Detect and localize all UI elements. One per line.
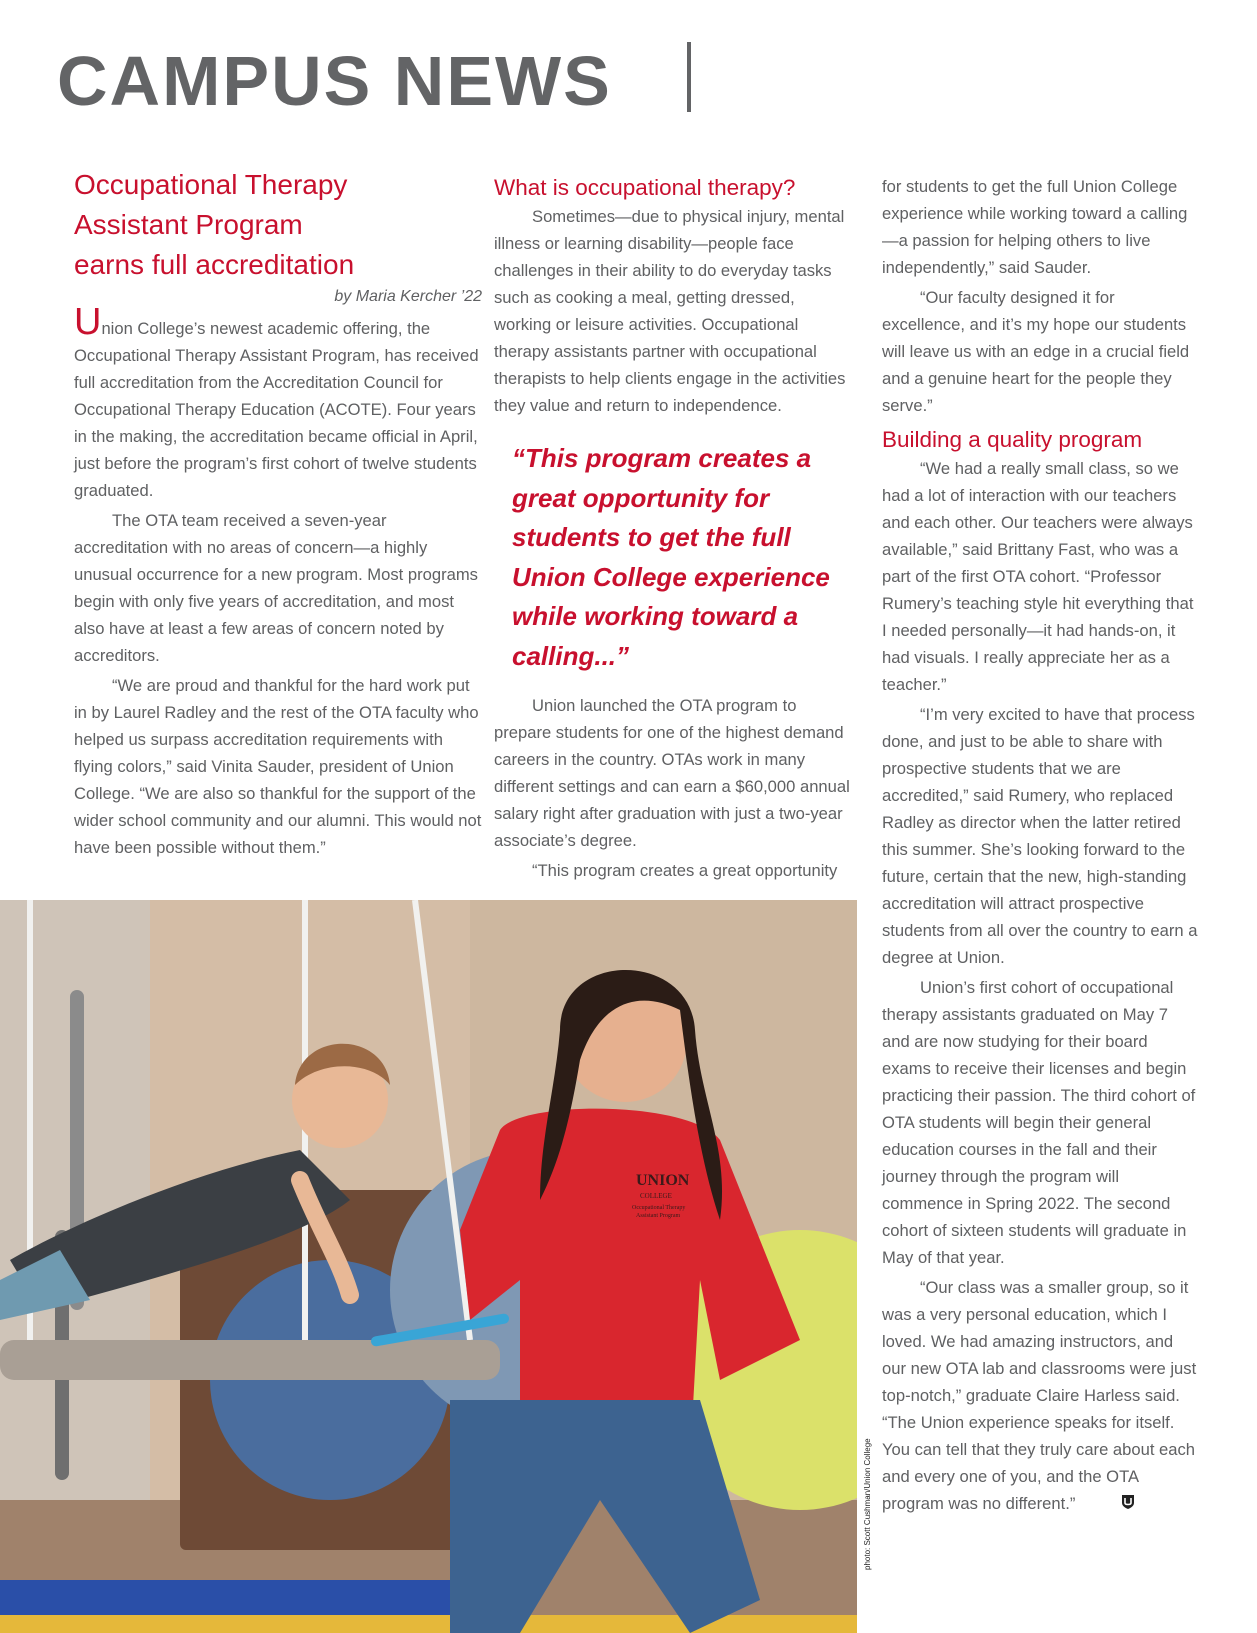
drop-cap: U [74, 301, 102, 343]
paragraph-11-text: “Our class was a smaller group, so it was a very personal education, which I loved. We had amazing instructors, and our new OTA lab and classrooms were just top-notch,” graduate Claire Harless said. “The Union experience speaks for itself. You can tell that they truly care about each and every one of you, and the OTA program was no different.” [882, 1278, 1197, 1513]
article-headline [74, 165, 482, 285]
paragraph-6-continued: for students to get the full Union College experience while working toward a calling—a passion for helping others to live independently,” said Sauder. [882, 177, 1188, 277]
headline-line-2: Assistant Program [74, 209, 303, 240]
paragraph-1-text: nion College’s newest academic offering, the Occupational Therapy Assistant Program, has received full accreditation from the Accreditation Council for Occupational Therapy Education (ACOTE). Four years in the making, the accreditation became official in April, just before the program’s first cohort of twelve students graduated. [74, 319, 479, 500]
scrub-logo-college: COLLEGE [640, 1192, 672, 1200]
scrub-logo-program-1: Occupational Therapy [632, 1205, 686, 1211]
subhead-what-is-ot: What is occupational therapy? [494, 175, 796, 200]
byline: by Maria Kercher ’22 [334, 288, 482, 305]
paragraph-5: Union launched the OTA program to prepare students for one of the highest demand careers in the country. OTAs work in many different settings and can earn a $60,000 annual salary right after graduation with just a two-year associate’s degree. [494, 696, 850, 850]
paragraph-9: “I’m very excited to have that process done, and just to be able to share with prospective students that we are accredited,” said Rumery, who replaced Radley as director when the latter retired this summer. She’s looking forward to the future, certain that the new, high-standing accreditation will attract prospective students from all over the country to earn a degree at Union. [882, 705, 1198, 967]
pull-quote: “This program creates a great opportunity for students to get the full Union College experience while working toward a calling...” [512, 443, 830, 671]
photo-illustration [0, 900, 857, 1633]
paragraph-10: Union’s first cohort of occupational therapy assistants graduated on May 7 and are now studying for their board exams to receive their licenses and begin practicing their passion. The third cohort of OTA students will begin their general education courses in the fall and their journey through the program will commence in Spring 2022. The second cohort of sixteen students will graduate in May of that year. [882, 978, 1196, 1267]
scrub-logo-program-2: Assistant Program [636, 1213, 681, 1219]
column-3 [882, 173, 1198, 1518]
section-title: CAMPUS NEWS [57, 42, 612, 120]
headline-line-1: Occupational Therapy [74, 169, 348, 200]
subhead-building-program: Building a quality program [882, 427, 1143, 452]
photo-credit: photo: Scott Cushman/Union College [863, 1438, 872, 1570]
paragraph-2: The OTA team received a seven-year accreditation with no areas of concern—a highly unusual occurrence for a new program. Most programs begin with only five years of accreditation, and most also have at least a few areas of concern noted by accreditors. [74, 511, 478, 665]
article-photo [0, 900, 857, 1633]
union-shield-icon [1083, 1491, 1135, 1518]
paragraph-4: Sometimes—due to physical injury, mental illness or learning disability—people face challenges in their ability to do everyday tasks such as cooking a meal, getting dressed, working or leisure activities. Occupational therapy assistants partner with occupational therapists to help clients engage in the activities they value and return to independence. [494, 207, 846, 415]
column-1 [74, 165, 482, 861]
scrub-logo-union: UNION [636, 1172, 690, 1189]
column-2 [494, 173, 856, 884]
header-divider [687, 42, 691, 112]
paragraph-1 [74, 301, 482, 504]
paragraph-8: “We had a really small class, so we had a lot of interaction with our teachers and each other. Our teachers were always available,” said Brittany Fast, who was a part of the first OTA cohort. “Professor Rumery’s teaching style hit everything that I needed personally—it had hands-on, it had visuals. I really appreciate her as a teacher.” [882, 459, 1194, 694]
paragraph-7: “Our faculty designed it for excellence, and it’s my hope our students will leave us with an edge in a crucial field and a genuine heart for the people they serve.” [882, 288, 1190, 415]
paragraph-3: “We are proud and thankful for the hard work put in by Laurel Radley and the rest of the OTA faculty who helped us surpass accreditation requirements with flying colors,” said Vinita Sauder, president of Union College. “We are also so thankful for the support of the wider school community and our alumni. This would not have been possible without them.” [74, 676, 482, 857]
paragraph-11 [882, 1274, 1198, 1518]
paragraph-6-start: “This program creates a great opportunity [532, 861, 838, 880]
headline-line-3: earns full accreditation [74, 249, 355, 280]
